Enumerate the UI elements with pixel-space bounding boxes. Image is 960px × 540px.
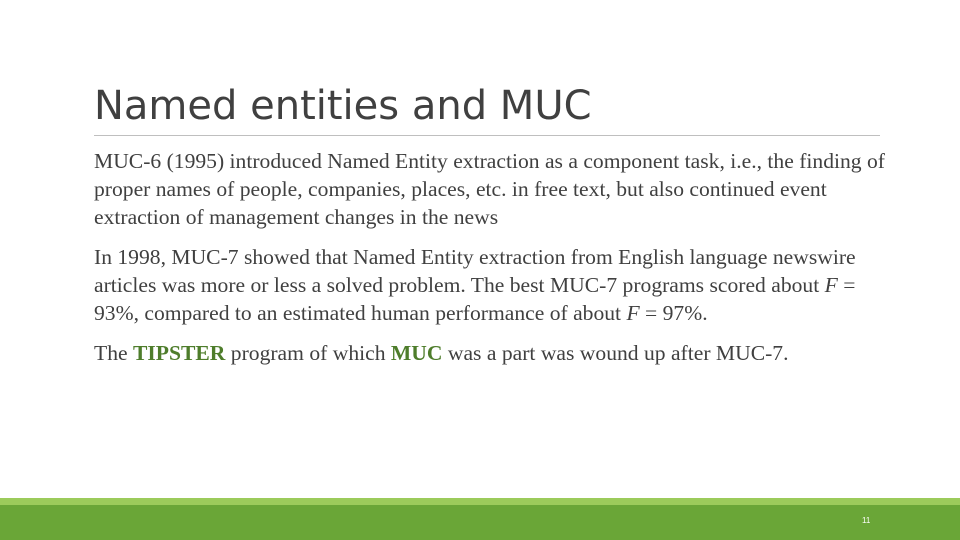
footer-accent-stripe — [0, 498, 960, 505]
footer-bar — [0, 505, 960, 540]
paragraph-muc7 — [94, 243, 894, 327]
tipster-highlight: TIPSTER — [132, 341, 226, 365]
paragraph-tipster — [94, 339, 894, 367]
paragraph-muc7-text-3: = 97%. — [639, 301, 708, 325]
muc-highlight: MUC — [390, 341, 443, 365]
slide-body — [94, 147, 894, 379]
paragraph-tipster-text-3: was a part was wound up after MUC-7. — [442, 341, 789, 365]
paragraph-tipster-text-2: program of which — [225, 341, 391, 365]
f-measure-variable: F — [626, 301, 640, 325]
slide-title: Named entities and MUC — [94, 83, 592, 129]
paragraph-muc7-text-2: = 93%, compared to an estimated human performance of about — [94, 273, 856, 325]
f-measure-variable: F — [824, 273, 838, 297]
paragraph-tipster-text-1: The — [94, 341, 133, 365]
paragraph-muc6: MUC-6 (1995) introduced Named Entity extraction as a component task, i.e., the finding of proper names of people, companies, places, etc. in free text, but also continued event extraction of management changes in the news — [94, 149, 885, 229]
paragraph-muc7-text-1: In 1998, MUC-7 showed that Named Entity extraction from English language newswire articles was more or less a solved problem. The best MUC-7 programs scored about — [94, 245, 856, 297]
title-divider — [94, 135, 880, 136]
page-number: 11 — [862, 516, 871, 525]
